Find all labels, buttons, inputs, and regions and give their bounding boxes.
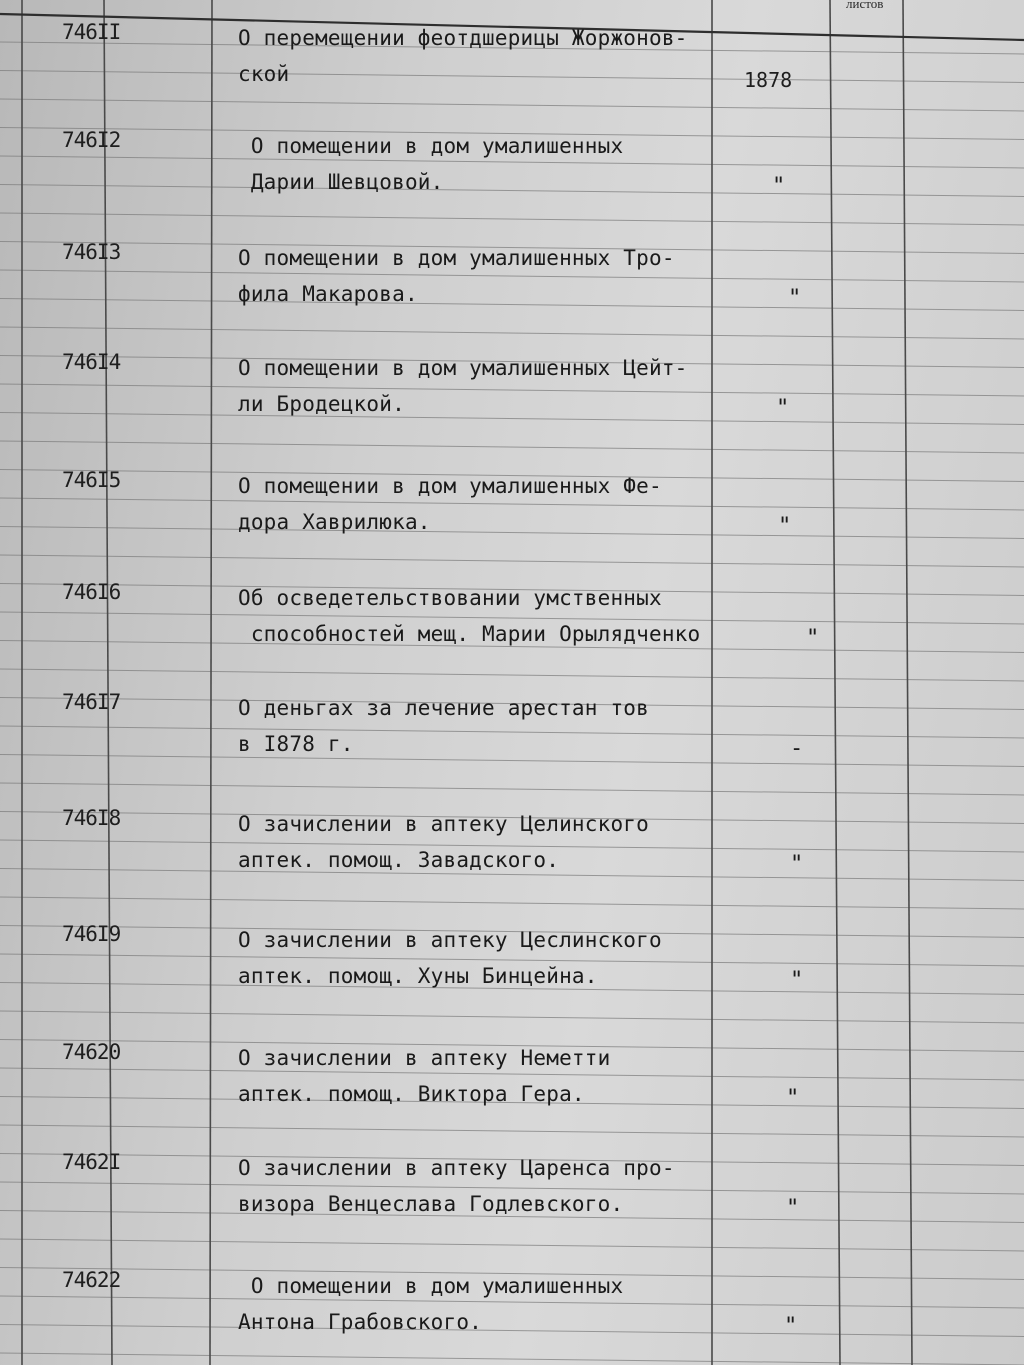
entry-title-line: О помещении в дом умалишенных — [238, 134, 624, 158]
entry-title-line: Об осведетельствовании умственных — [238, 586, 662, 610]
entry-number: 746I9 — [62, 922, 121, 946]
entry-title-line: визора Венцеслава Годлевского. — [238, 1192, 624, 1216]
entry-ditto-mark: " — [806, 626, 820, 651]
entry-title — [238, 468, 778, 540]
entry-ditto-mark: " — [784, 1314, 798, 1339]
entry-title-line: ли Бродецкой. — [238, 392, 405, 416]
entry-ditto-mark: " — [778, 514, 792, 539]
entry-number: 7462I — [62, 1150, 121, 1174]
entry-title — [238, 350, 778, 422]
entry-title-line: О помещении в дом умалишенных Цейт- — [238, 356, 688, 380]
entry-number: 746I5 — [62, 468, 121, 492]
entry-number: 746II — [62, 20, 121, 44]
entry-title — [238, 20, 778, 92]
ledger-row — [0, 128, 1024, 238]
entry-title — [238, 690, 778, 762]
ledger-row — [0, 580, 1024, 690]
entry-ditto-mark: " — [790, 852, 804, 877]
ledger-row — [0, 350, 1024, 460]
entry-number: 746I4 — [62, 350, 121, 374]
entry-number: 746I7 — [62, 690, 121, 714]
entry-title-line: О перемещении феотдшерицы Жоржонов- — [238, 26, 688, 50]
entry-title-line: фила Макарова. — [238, 282, 418, 306]
ledger-row — [0, 922, 1024, 1032]
entry-number: 746I8 — [62, 806, 121, 830]
entry-number: 746I6 — [62, 580, 121, 604]
entry-ditto-mark: " — [786, 1196, 800, 1221]
entry-title-line: дора Хаврилюка. — [238, 510, 431, 534]
entry-title — [238, 806, 778, 878]
ledger-row — [0, 20, 1024, 130]
entry-title-line: О зачислении в аптеку Целинского — [238, 812, 649, 836]
entry-title-line: в I878 г. — [238, 732, 354, 756]
entry-title-line: О деньгах за лечение арестан тов — [238, 696, 649, 720]
entry-title-line: О зачислении в аптеку Цеслинского — [238, 928, 662, 952]
entry-ditto-mark: " — [786, 1086, 800, 1111]
entry-title — [238, 1150, 778, 1222]
entry-dash-mark: - — [790, 736, 804, 761]
entry-title-line: О помещении в дом умалишенных Тро- — [238, 246, 675, 270]
entry-title-line: Дарии Шевцовой. — [238, 170, 444, 194]
ledger-row — [0, 468, 1024, 578]
entry-number: 746I3 — [62, 240, 121, 264]
entry-title — [238, 1040, 778, 1112]
entry-title — [238, 580, 778, 652]
entry-title — [238, 1268, 778, 1340]
ledger-row — [0, 806, 1024, 916]
entry-title-line: аптек. помощ. Завадского. — [238, 848, 560, 872]
entry-title-line: Антона Грабовского. — [238, 1310, 483, 1334]
entry-title-line: способностей мещ. Марии Орылядченко — [238, 622, 701, 646]
entry-title-line: О помещении в дом умалишенных Фе- — [238, 474, 662, 498]
entry-number: 74622 — [62, 1268, 121, 1292]
entry-ditto-mark: " — [790, 968, 804, 993]
ledger-row — [0, 240, 1024, 350]
entry-ditto-mark: " — [772, 174, 786, 199]
entry-number: 746I2 — [62, 128, 121, 152]
entry-title-line: аптек. помощ. Виктора Гера. — [238, 1082, 585, 1106]
entry-ditto-mark: " — [776, 396, 790, 421]
entry-number: 74620 — [62, 1040, 121, 1064]
entry-title-line: О помещении в дом умалишенных — [238, 1274, 624, 1298]
entry-ditto-mark: " — [788, 286, 802, 311]
entry-title-line: ской — [238, 62, 290, 86]
entry-title-line: О зачислении в аптеку Царенса про- — [238, 1156, 675, 1180]
entry-title — [238, 240, 778, 312]
entry-year: 1878 — [744, 68, 793, 92]
ledger-row — [0, 690, 1024, 800]
ledger-row — [0, 1268, 1024, 1365]
entry-title-line: О зачислении в аптеку Неметти — [238, 1046, 611, 1070]
entry-title-line: аптек. помощ. Хуны Бинцейна. — [238, 964, 598, 988]
ledger-row — [0, 1150, 1024, 1260]
sheets-column-header: листов — [846, 0, 884, 11]
entry-title — [238, 128, 778, 200]
ledger-row — [0, 1040, 1024, 1150]
entry-title — [238, 922, 778, 994]
